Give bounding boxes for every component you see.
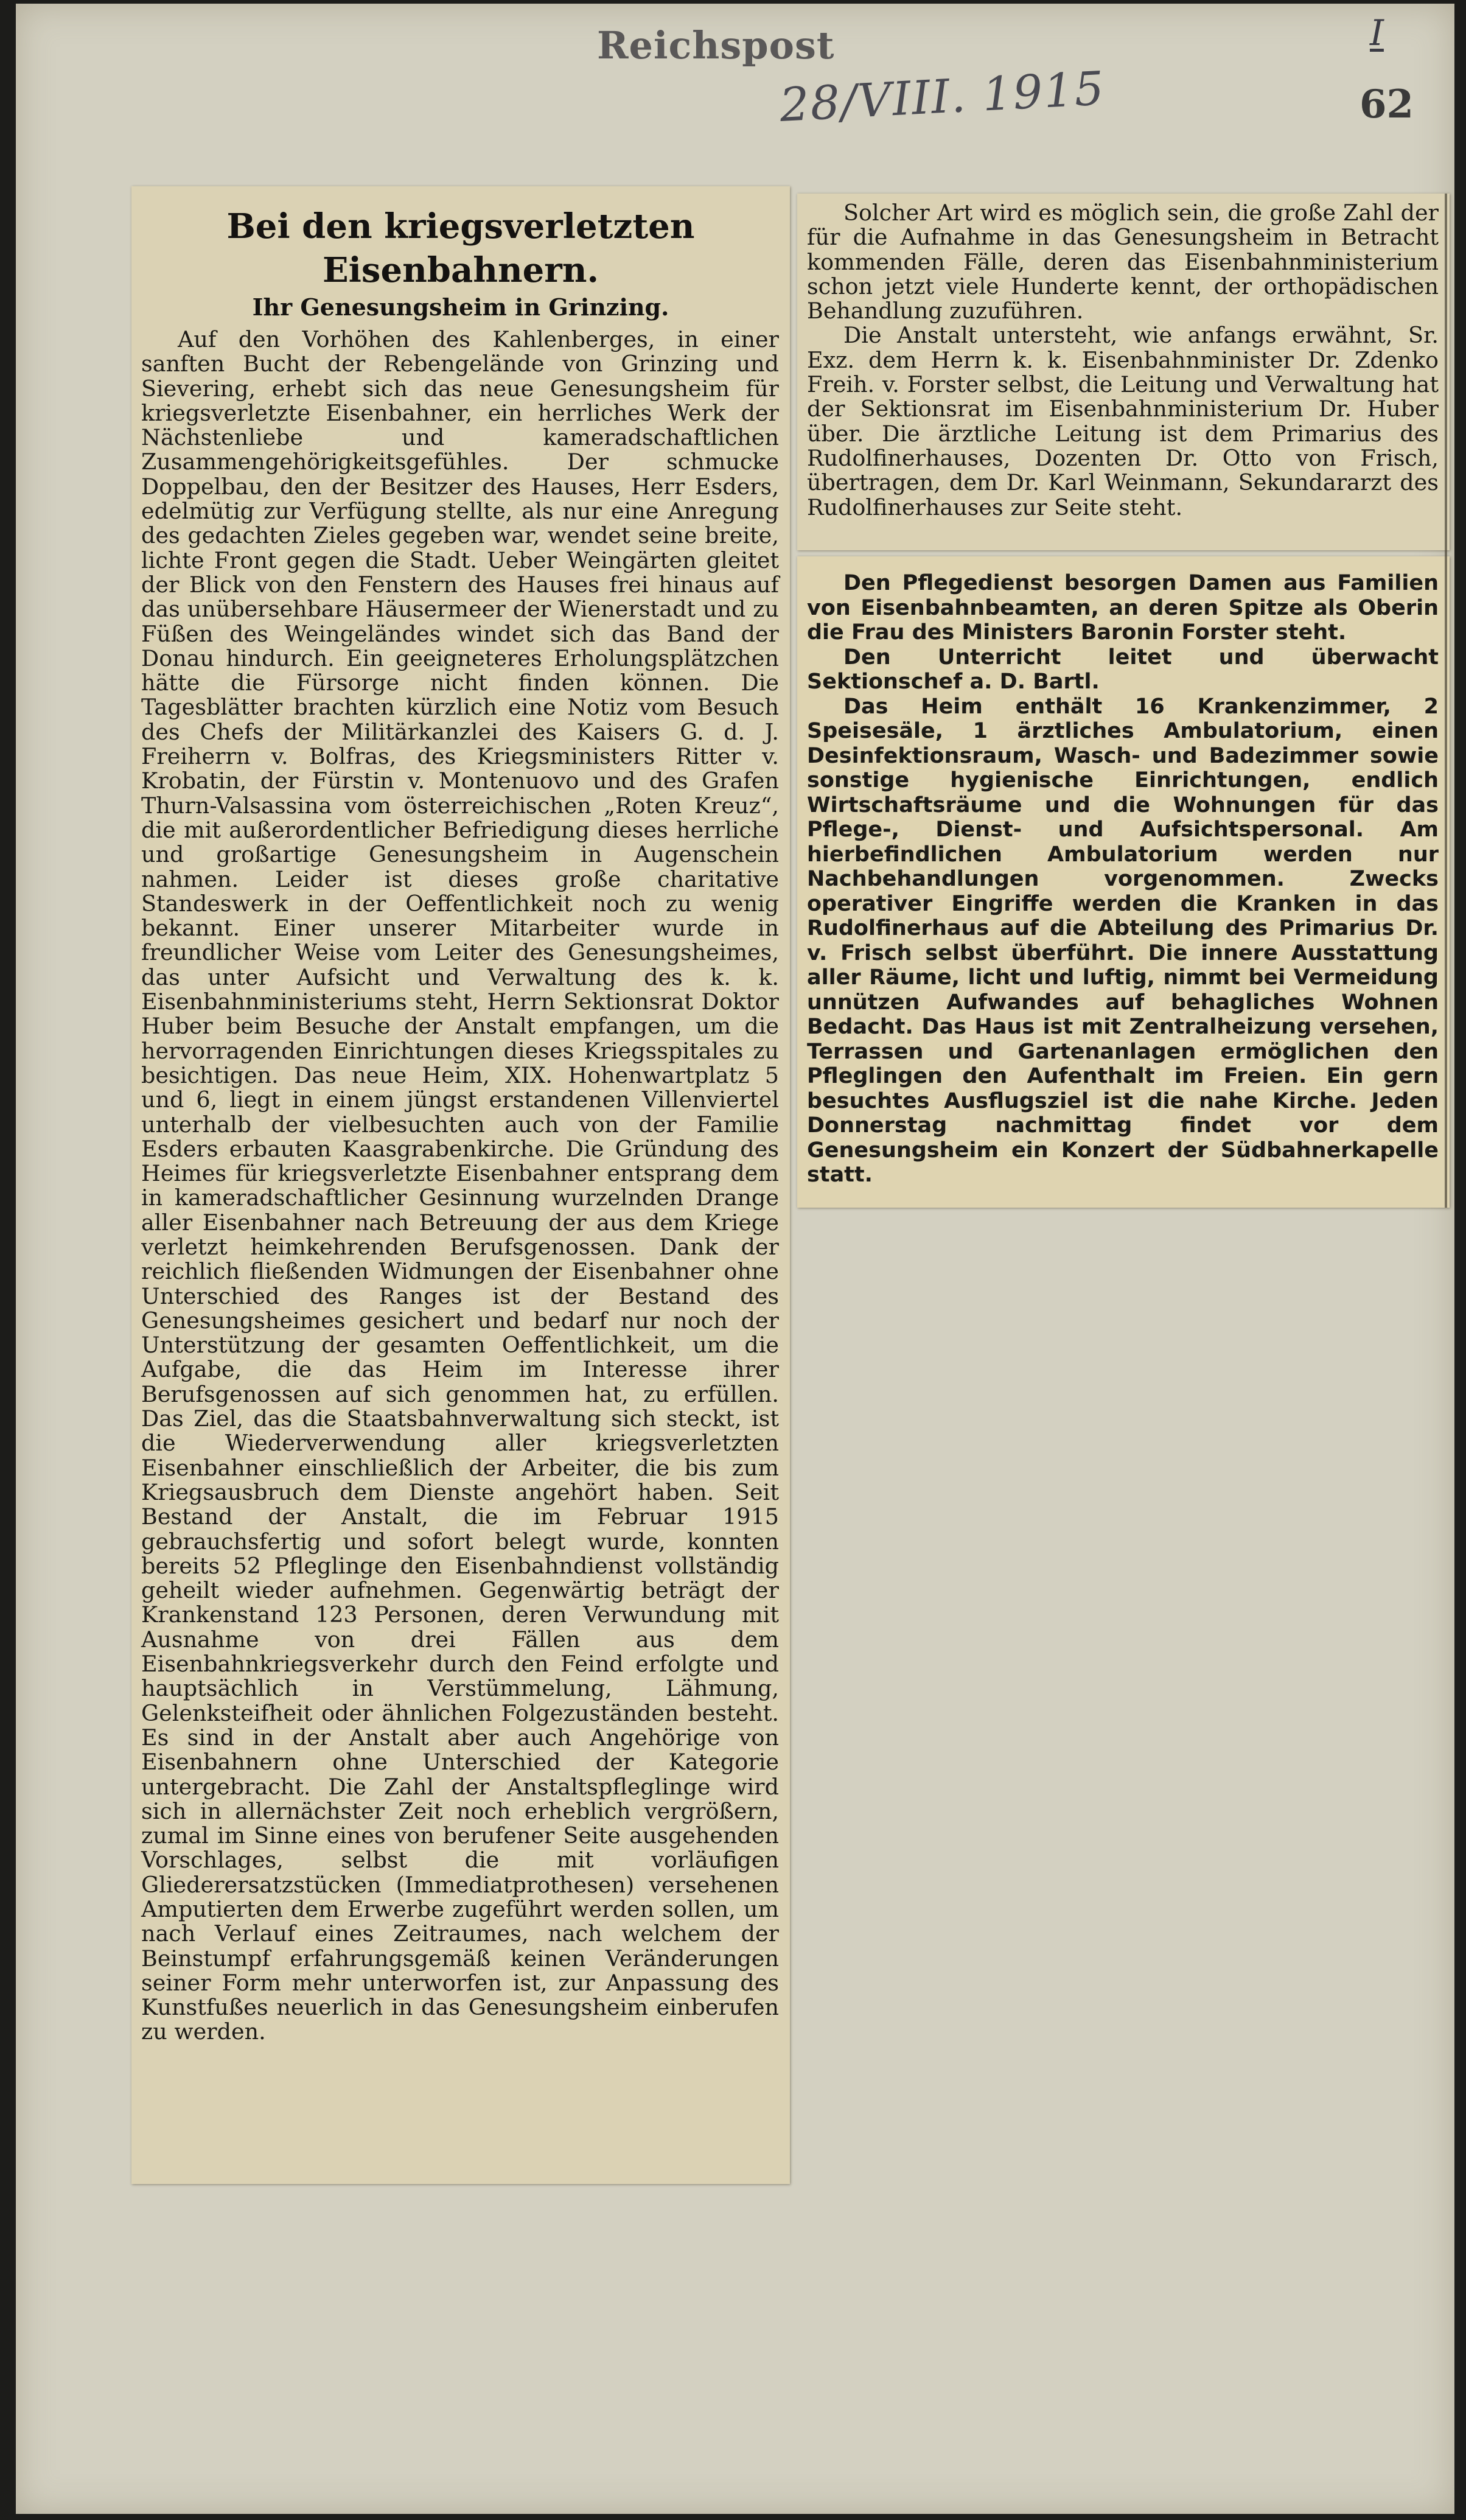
paragraph: Das Heim enthält 16 Krankenzimmer, 2 Speisesäle, 1 ärztliches Ambulatorium, einen Desinfektionsraum, Wasch- und Badezimmer sowie sonstige hygienische Einrichtungen, endlich Wirtschaftsräume und die Wohnungen für das Pflege-, Dienst- und Aufsichtspersonal. Am hierbefindlichen Ambulatorium werden nur Nachbehandlungen vorgenommen. Zwecks operativer Eingriffe werden die Kranken in das Rudolfinerhaus auf die Abteilung des Primarius Dr. v. Frisch selbst überführt. Die innere Ausstattung aller Räume, licht und luftig, nimmt bei Vermeidung unnützen Aufwandes auf behagliches Wohnen Bedacht. Das Haus ist mit Zentralheizung versehen, Terrassen und Gartenanlagen ermöglichen den Pfleglingen den Aufenthalt im Freien. Ein gern besuchtes Ausflugsziel ist die nahe Kirche. Jeden Donnerstag nachmittag findet vor dem Genesungsheim ein Konzert der Südbahnerkapelle statt. — [807, 694, 1439, 1187]
handwritten-date: 28/VIII. 1915 — [778, 61, 1106, 132]
paragraph: Auf den Vorhöhen des Kahlenberges, in einer sanften Bucht der Rebengelände von Grinzing und Sievering, erhebt sich das neue Genesungsheim für kriegsverletzte Eisenbahner, ein herrliches Werk der Nächstenliebe und kameradschaftlichen Zusammengehörigkeitsgefühles. Der schmucke Doppelbau, den der Besitzer des Hauses, Herr Esders, edelmütig zur Verfügung stellte, als nur eine Anregung des gedachten Zieles gegeben war, wendet seine breite, lichte Front gegen die Stadt. Ueber Weingärten gleitet der Blick von den Fenstern des Hauses frei hinaus auf das unübersehbare Häusermeer der Wienerstadt und zu Füßen des Weingeländes windet sich das Band der Donau hindurch. Ein geeigneteres Erholungsplätzchen hätte die Fürsorge nicht finden können. Die Tagesblätter brachten kürzlich eine Notiz vom Besuch des Chefs der Militärkanzlei des Kaisers G. d. J. Freiherrn v. Bolfras, des Kriegsministers Ritter v. Krobatin, der Fürstin v. Montenuovo und des Grafen Thurn-Valsassina vom österreichischen „Roten Kreuz“, die mit außerordentlicher Befriedigung dieses herrliche und großartige Genesungsheim in Augenschein nahmen. Leider ist dieses große charitative Standeswerk in der Oeffentlichkeit noch zu wenig bekannt. Einer unserer Mitarbeiter wurde in freundlicher Weise vom Leiter des Genesungsheimes, das unter Aufsicht und Verwaltung des k. k. Eisenbahnministeriums steht, Herrn Sektionsrat Doktor Huber beim Besuche der Anstalt empfangen, um die hervorragenden Einrichtungen dieses Kriegsspitales zu besichtigen. Das neue Heim, XIX. Hohenwartplatz 5 und 6, liegt in einem jüngst erstandenen Villenviertel unterhalb der vielbesuchten auch von der Familie Esders erbauten Kaasgrabenkirche. Die Gründung des Heimes für kriegsverletzte Eisenbahner entsprang dem in kameradschaftlicher Gesinnung wurzelnden Drange aller Eisenbahner nach Betreuung der aus dem Kriege verletzt heimkehrenden Berufsgenossen. Dank der reichlich fließenden Widmungen der Eisenbahner ohne Unterschied des Ranges ist der Bestand des Genesungsheimes gesichert und bedarf nur noch der Unterstützung der gesamten Oeffentlichkeit, um die Aufgabe, die das Heim im Interesse ihrer Berufsgenossen auf sich genommen hat, zu erfüllen. Das Ziel, das die Staatsbahnverwaltung sich steckt, ist die Wiederverwendung aller kriegsverletzten Eisenbahner einschließlich der Arbeiter, die bis zum Kriegsausbruch dem Dienste angehört haben. Seit Bestand der Anstalt, die im Februar 1915 gebrauchsfertig und sofort belegt wurde, konnten bereits 52 Pfleglinge den Eisenbahndienst vollständig geheilt wieder aufnehmen. Gegenwärtig beträgt der Krankenstand 123 Personen, deren Verwundung mit Ausnahme von drei Fällen aus dem Eisenbahnkriegsverkehr durch den Feind erfolgte und hauptsächlich in Verstümmelung, Lähmung, Gelenksteifheit oder ähnlichen Folgezuständen besteht. Es sind in der Anstalt aber auch Angehörige von Eisenbahnern ohne Unterschied der Kategorie untergebracht. Die Zahl der Anstaltspfleglinge wird sich in allernächster Zeit noch erheblich vergrößern, zumal im Sinne eines von berufener Seite ausgehenden Vorschlages, selbst die mit vorläufigen Gliederersatzstücken (Immediatprothesen) versehenen Amputierten dem Erwerbe zugeführt werden sollen, um nach Verlauf eines Zeitraumes, nach welchem der Beinstumpf erfahrungsgemäß keinen Veränderungen seiner Form mehr unterworfen ist, zur Anpassung des Kunstfußes neuerlich in das Genesungsheim einberufen zu werden. — [141, 326, 779, 2045]
right-column-top-text — [807, 201, 1439, 520]
newspaper-stamp: Reichspost — [597, 23, 835, 68]
paragraph: Den Unterricht leitet und überwacht Sektionschef a. D. Bartl. — [807, 645, 1439, 694]
article-subtitle: Ihr Genesungsheim in Grinzing. — [252, 293, 669, 321]
column-edge-rule — [1445, 194, 1447, 1208]
archive-sheet — [16, 4, 1454, 2514]
right-column-bottom-text — [807, 571, 1439, 1188]
clipping-right-column-bottom — [797, 556, 1450, 1208]
article-title: Bei den kriegsverletzten Eisenbahnern. — [226, 206, 695, 290]
clipping-left-column — [131, 186, 790, 2184]
paragraph: Die Anstalt untersteht, wie anfangs erwähnt, Sr. Exz. dem Herrn k. k. Eisenbahnminister Dr. Zdenko Freih. v. Forster selbst, die Leitung und Verwaltung hat der Sektionsrat im Eisenbahnministerium Dr. Huber über. Die ärztliche Leitung ist dem Primarius des Rudolfinerhauses, Dozenten Dr. Otto von Frisch, übertragen, dem Dr. Karl Weinmann, Sekundararzt des Rudolfinerhauses zur Seite steht. — [807, 322, 1439, 520]
clipping-right-column-top — [797, 194, 1450, 550]
paragraph: Den Pflegedienst besorgen Damen aus Familien von Eisenbahnbeamten, an deren Spitze als Oberin die Frau des Ministers Baronin Forster steht. — [807, 571, 1439, 645]
left-column-text — [141, 327, 779, 2045]
paragraph: Solcher Art wird es möglich sein, die große Zahl der für die Aufnahme in das Genesungsheim in Betracht kommenden Fälle, deren das Eisenbahnministerium schon jetzt viele Hunderte kennt, der orthopädischen Behandlung zuzuführen. — [807, 200, 1439, 324]
folio-marker: I — [1370, 12, 1384, 54]
page-number: 62 — [1360, 82, 1414, 127]
